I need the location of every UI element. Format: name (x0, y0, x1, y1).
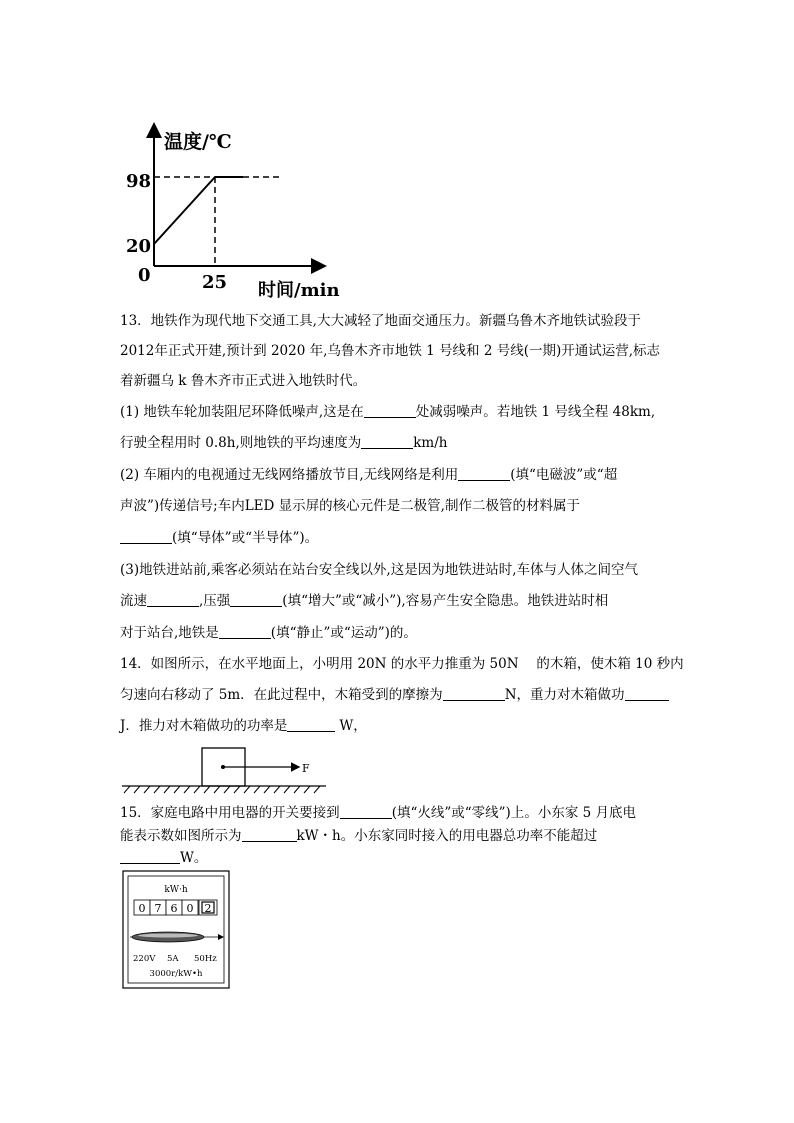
q13-part3-line3 (120, 623, 417, 643)
answer-blank[interactable] (340, 804, 392, 819)
answer-blank[interactable] (364, 403, 416, 418)
q13-p1-text-a: (1) 地铁车轮加装阻尼环降低噪声,这是在 (120, 404, 364, 420)
q15-text-b: (填“火线”或“零线”)上。小东家 5 月底电 (391, 805, 636, 821)
q13-p2-text-d: (填“导体”或“半导体”)。 (172, 530, 319, 546)
answer-blank[interactable] (625, 686, 669, 701)
q14-line2 (120, 685, 669, 705)
meter-digit-4: 0 (186, 902, 194, 915)
answer-blank[interactable] (458, 466, 510, 481)
answer-blank[interactable] (230, 592, 282, 607)
q15-line2 (120, 826, 597, 846)
y-tick-20: 20 (126, 236, 152, 257)
q15-line1 (120, 803, 636, 823)
force-label: F (302, 762, 310, 775)
meter-digit-3: 6 (170, 902, 178, 915)
q13-p1-unit: km/h (413, 435, 448, 451)
heating-line (154, 177, 215, 244)
meter-digit-5: 2 (204, 902, 212, 915)
answer-blank[interactable] (443, 686, 505, 701)
box-on-ground-figure (120, 744, 330, 794)
q13-part2-line2: 声波”)传递信号;车内LED 显示屏的核心元件是二极管,制作二极管的材料属于 (120, 498, 580, 514)
q13-p2-text-a: (2) 车厢内的电视通过无线网络播放节目,无线网络是利用 (120, 467, 459, 483)
y-tick-98: 98 (126, 171, 152, 192)
q13-p1-text-b: 处减弱噪声。若地铁 1 号线全程 48km, (415, 404, 656, 420)
meter-spec-current: 5A (167, 954, 179, 964)
q14-text-b: N，重力对木箱做功 (504, 687, 625, 703)
q14-text-c: J．推力对木箱做功的功率是 (120, 718, 288, 734)
x-tick-25: 25 (202, 272, 228, 293)
answer-blank[interactable] (219, 624, 271, 639)
q14-line1: 14．如图所示，在水平地面上，小明用 20N 的水平力推重为 50N 的木箱，使木箱 10 秒内 (120, 656, 684, 672)
answer-blank[interactable] (361, 434, 413, 449)
q14-text-d: W， (339, 718, 367, 734)
q13-part2-line1 (120, 465, 617, 485)
meter-digits (134, 900, 217, 915)
q13-p3-text-b: 流速 (120, 593, 147, 609)
y-axis-label: 温度/℃ (164, 131, 232, 153)
meter-spec-voltage: 220V (133, 954, 156, 964)
q13-part1-line1 (120, 402, 655, 422)
answer-blank[interactable] (120, 849, 180, 864)
q15-line3 (120, 848, 207, 868)
answer-blank[interactable] (120, 529, 172, 544)
q13-line2: 2012年正式开建,预计到 2020 年,乌鲁木齐市地铁 1 号线和 2 号线(一期)开通试运营,标志 (120, 343, 661, 359)
answer-blank[interactable] (287, 717, 335, 732)
meter-constant: 3000r/kW•h (149, 969, 203, 979)
q13-part3-line2 (120, 591, 608, 611)
q13-part2-line3 (120, 528, 318, 548)
q13-p2-text-b: (填“电磁波”或“超 (510, 467, 618, 483)
q15-text-d: kW・h。小东家同时接入的用电器总功率不能超过 (296, 828, 598, 844)
q14-text-a: 匀速向右移动了 5m．在此过程中，木箱受到的摩擦为 (120, 687, 443, 703)
meter-spec-frequency: 50Hz (194, 954, 217, 964)
meter-unit: kW·h (164, 885, 188, 895)
answer-blank[interactable] (147, 592, 199, 607)
q14-line3 (120, 716, 367, 736)
q13-part1-line2 (120, 433, 447, 453)
q13-p3-text-e: 对于站台,地铁是 (120, 625, 219, 641)
q15-text-a: 15．家庭电路中用电器的开关要接到 (120, 805, 340, 821)
q13-p3-text-d: (填“增大”或“减小”),容易产生安全隐患。地铁进站时相 (282, 593, 609, 609)
meter-digit-1: 0 (138, 902, 146, 915)
temperature-graph (120, 118, 350, 303)
q15-text-c: 能表示数如图所示为 (120, 828, 242, 844)
q13-line3: 着新疆乌 k 鲁木齐市正式进入地铁时代。 (120, 373, 367, 389)
q13-part3-line1: (3)地铁进站前,乘客必须站在站台安全线以外,这是因为地铁进站时,车体与人体之间空气 (120, 562, 638, 578)
q13-p3-text-c: ,压强 (199, 593, 231, 609)
meter-digit-2: 7 (154, 902, 162, 915)
origin-label: 0 (138, 265, 151, 286)
q13-line1: 13．地铁作为现代地下交通工具,大大减轻了地面交通压力。新疆乌鲁木齐地铁试验段于 (120, 313, 641, 329)
energy-meter (122, 870, 230, 990)
x-axis-label: 时间/min (258, 280, 340, 301)
q15-text-e: W。 (180, 850, 208, 866)
answer-blank[interactable] (242, 827, 297, 842)
q13-p1-text-c: 行驶全程用时 0.8h,则地铁的平均速度为 (120, 435, 362, 451)
ground-hatching (124, 786, 320, 793)
q13-p3-text-f: (填“静止”或“运动”)的。 (270, 625, 417, 641)
